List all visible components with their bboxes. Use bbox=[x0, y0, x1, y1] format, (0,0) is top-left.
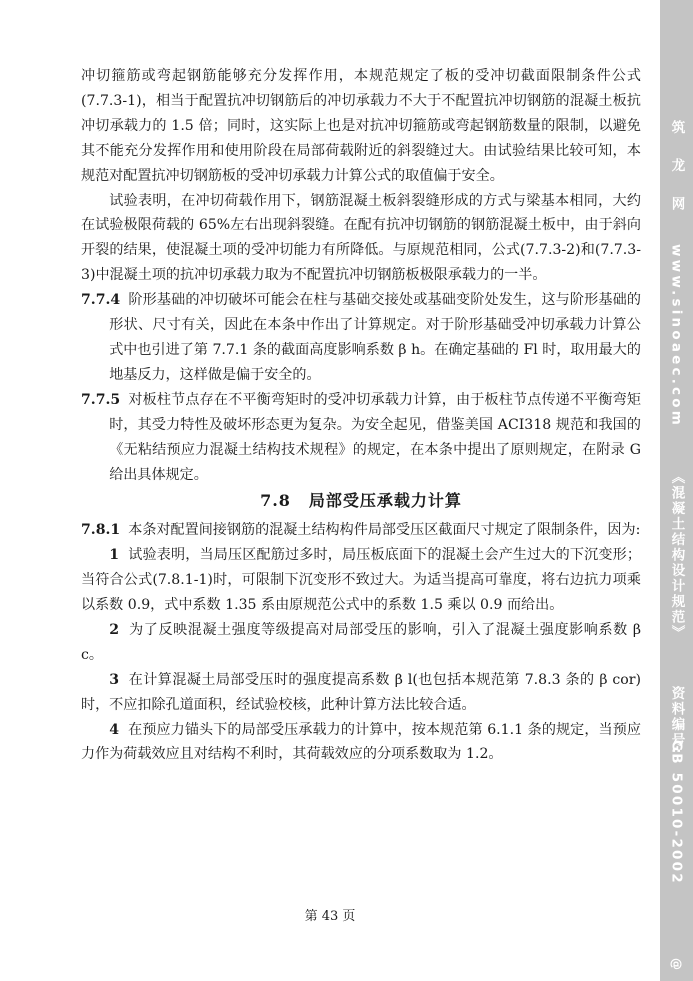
paragraph-continued: 冲切箍筋或弯起钢筋能够充分发挥作用，本规范规定了板的受冲切截面限制条件公式(7.7.3-1)，相当于配置抗冲切钢筋后的冲切承载力不大于不配置抗冲切钢筋的混凝土板抗冲切承载力的 1.5 倍；同时，这实际上也是对抗冲切箍筋或弯起钢筋数量的限制，以避免其不能充分发挥作用和使用阶段在局部荷载附近的斜裂缝过大。由试验结果比较可知，本规范对配置抗冲切钢筋板的受冲切承载力计算公式的取值偏于安全。 bbox=[81, 68, 641, 184]
clause-text: 对板柱节点存在不平衡弯矩时的受冲切承载力计算，由于板柱节点传递不平衡弯矩时，其受力特性及破坏形态更为复杂。为安全起见，借鉴美国 ACI318 规范和我国的《无粘结预应力混凝土结构技术规程》的规定，在本条中提出了原则规定，在附录 G 给出具体规定。 bbox=[109, 391, 641, 483]
item-text: 试验表明，当局压区配筋过多时，局压板底面下的混凝土会产生过大的下沉变形；当符合公式(7.8.1-1)时，可限制下沉变形不致过大。为适当提高可靠度，将右边抗力项乘以系数 0.9，式中系数 1.35 系由原规范公式中的系数 1.5 乘以 0.9 而给出。 bbox=[81, 547, 642, 614]
section-title: 局部受压承载力计算 bbox=[308, 491, 462, 511]
watermark-sidebar bbox=[660, 0, 693, 981]
document-body bbox=[81, 64, 641, 767]
clause-7-7-4 bbox=[81, 288, 641, 388]
clause-7-8-1 bbox=[81, 518, 641, 543]
page-number: 第 43 页 bbox=[304, 909, 356, 924]
clause-7-7-5 bbox=[81, 388, 641, 488]
clause-text: 阶形基础的冲切破坏可能会在柱与基础交接处或基础变阶处发生，这与阶形基础的形状、尺寸有关，因此在本条中作出了计算规定。对于阶形基础受冲切承载力计算公式中也引进了第 7.7.1 条的截面高度影响系数 β h。在确定基础的 Fl 时，取用最大的地基反力，这样做是偏于安全的。 bbox=[109, 292, 641, 383]
document-title: 《混凝土结构设计规范》 bbox=[668, 470, 685, 641]
section-heading bbox=[81, 489, 641, 514]
list-item bbox=[81, 718, 641, 768]
item-text: 为了反映混凝土强度等级提高对局部受压的影响，引入了混凝土强度影响系数 β c。 bbox=[81, 621, 641, 663]
site-name: 筑 龙 网 bbox=[668, 120, 685, 220]
list-item bbox=[81, 543, 641, 618]
clause-text: 本条对配置间接钢筋的混凝土结构构件局部受压区截面尺寸规定了限制条件，因为: bbox=[128, 522, 641, 539]
clause-number: 7.7.4 bbox=[81, 292, 121, 309]
standard-code: GB 50010-2002 bbox=[668, 740, 685, 885]
list-item bbox=[81, 668, 641, 718]
site-url: www.sinoaec.com bbox=[668, 244, 685, 428]
item-number: 2 bbox=[109, 621, 119, 638]
item-number: 3 bbox=[109, 671, 119, 688]
clause-number: 7.7.5 bbox=[81, 391, 121, 408]
item-number: 4 bbox=[109, 721, 119, 738]
paragraph-test-results: 试验表明，在冲切荷载作用下，钢筋混凝土板斜裂缝形成的方式与梁基本相同，大约在试验极限荷载的 65%左右出现斜裂缝。在配有抗冲切钢筋的钢筋混凝土板中，由于斜向开裂的结果，使混凝土项的受冲切能力有所降低。与原规范相同，公式(7.7.3-2)和(7.7.3-3)中混凝土项的抗冲切承载力取为不配置抗冲切钢筋板极限承载力的一半。 bbox=[81, 192, 641, 284]
item-number: 1 bbox=[109, 547, 119, 564]
item-text: 在预应力锚头下的局部受压承载力的计算中，按本规范第 6.1.1 条的规定，当预应力作为荷载效应且对结构不利时，其荷载效应的分项系数取为 1.2。 bbox=[81, 721, 641, 763]
list-item bbox=[81, 618, 641, 668]
item-text: 在计算混凝土局部受压时的强度提高系数 β l(也包括本规范第 7.8.3 条的 β cor)时，不应扣除孔道面积，经试验校核，此种计算方法比较合适。 bbox=[81, 671, 642, 713]
section-number: 7.8 bbox=[260, 491, 291, 511]
code-label: 资料编号: bbox=[668, 686, 685, 756]
clause-number: 7.8.1 bbox=[81, 522, 121, 539]
at-symbol: @ bbox=[669, 958, 684, 972]
